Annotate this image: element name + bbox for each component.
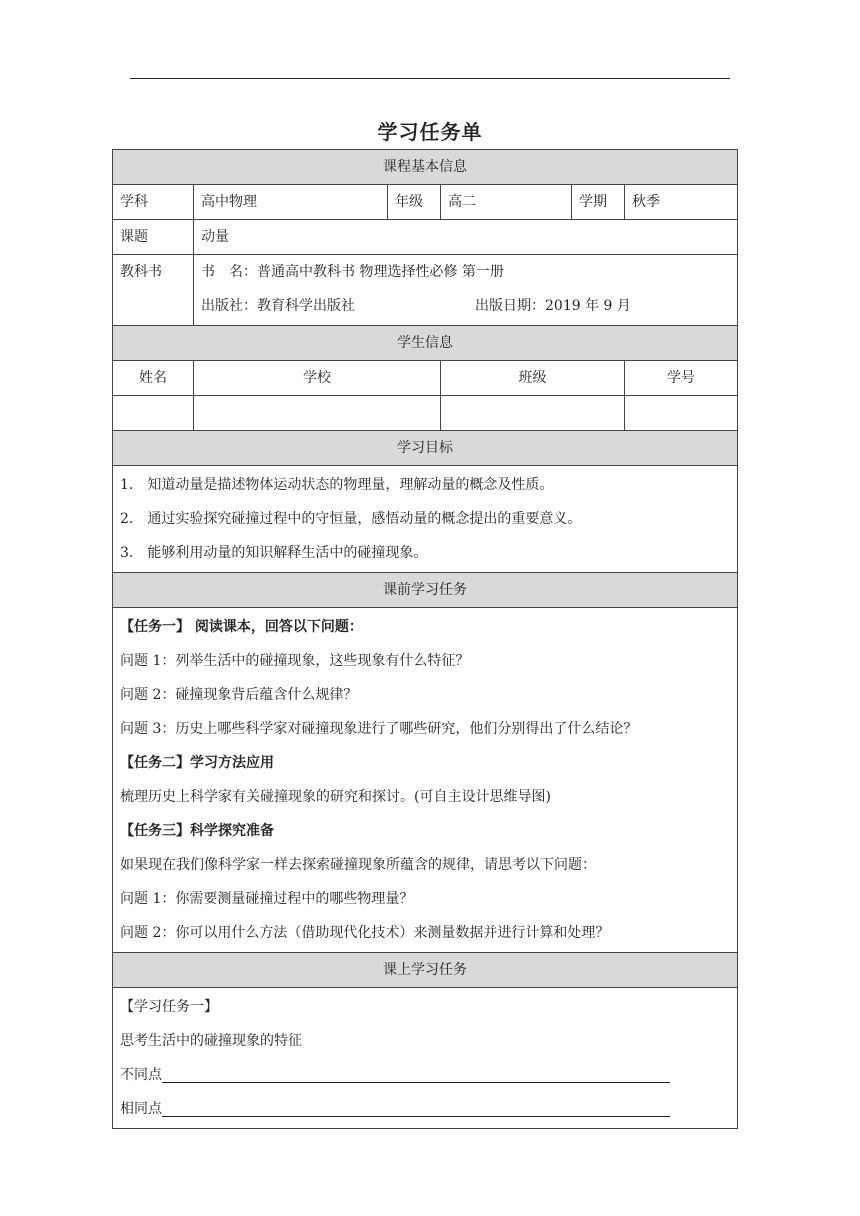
task-sheet-table [112,149,738,1129]
student-info-input-row [113,396,738,431]
name-column-header: 姓名 [113,361,194,396]
term-value: 秋季 [625,185,738,220]
school-input-cell[interactable] [194,396,441,431]
student-info-columns [113,361,738,396]
in-task1-text: 思考生活中的碰撞现象的特征 [120,1033,302,1049]
in-class-tasks [113,988,738,1129]
name-input-cell[interactable] [113,396,194,431]
objectives-header: 学习目标 [113,431,738,466]
objectives-header-row [113,431,738,466]
grade-value: 高二 [441,185,572,220]
difference-answer-line [120,1058,730,1092]
class-input-cell[interactable] [441,396,625,431]
textbook-label: 教科书 [120,264,162,280]
similarity-blank[interactable] [162,1098,670,1117]
subject-row [113,185,738,220]
student-info-header-row [113,326,738,361]
pre-class-header: 课前学习任务 [113,573,738,608]
in-class-header-row [113,953,738,988]
student-info-header: 学生信息 [113,326,738,361]
pre-task1-title: 【任务一】 阅读课本，回答以下问题： [120,619,363,635]
topic-label: 课题 [113,220,194,255]
pre-task3-question1: 问题 1：你需要测量碰撞过程中的哪些物理量？ [120,891,414,907]
topic-row [113,220,738,255]
topic-value: 动量 [194,220,738,255]
similarity-label: 相同点 [120,1101,162,1117]
student-id-column-header: 学号 [625,361,738,396]
pre-task3-question2: 问题 2：你可以用什么方法（借助现代化技术）来测量数据并进行计算和处理？ [120,925,610,941]
pre-task2-text: 梳理历史上科学家有关碰撞现象的研究和探讨。(可自主设计思维导图) [120,789,551,805]
publish-date: 出版日期：2019 年 9 月 [475,298,631,314]
pre-class-row [113,608,738,953]
school-column-header: 学校 [194,361,441,396]
pre-class-header-row [113,573,738,608]
grade-label: 年级 [388,185,441,220]
pre-task1-question2: 问题 2：碰撞现象背后蕴含什么规律？ [120,687,358,703]
book-name: 书 名：普通高中教科书 物理选择性必修 第一册 [201,264,504,280]
pre-task2-title: 【任务二】学习方法应用 [120,755,274,771]
objective-item: 2. 通过实验探究碰撞过程中的守恒量，感悟动量的概念提出的重要意义。 [120,511,582,527]
student-id-input-cell[interactable] [625,396,738,431]
header-rule [130,78,730,79]
pre-task3-title: 【任务三】科学探究准备 [120,823,274,839]
pre-task1-question3: 问题 3：历史上哪些科学家对碰撞现象进行了哪些研究，他们分别得出了什么结论？ [120,721,638,737]
course-info-header-row [113,150,738,185]
pre-task3-intro: 如果现在我们像科学家一样去探索碰撞现象所蕴含的规律，请思考以下问题： [120,857,596,873]
difference-label: 不同点 [120,1067,162,1083]
objective-item: 3. 能够利用动量的知识解释生活中的碰撞现象。 [120,545,428,561]
in-task1-title: 【学习任务一】 [120,999,218,1015]
course-info-header: 课程基本信息 [113,150,738,185]
subject-value: 高中物理 [194,185,388,220]
publisher: 出版社：教育科学出版社 [201,298,355,314]
pre-class-tasks [113,608,738,953]
term-label: 学期 [572,185,625,220]
pre-task1-question1: 问题 1：列举生活中的碰撞现象，这些现象有什么特征？ [120,653,470,669]
publisher-line [201,289,730,323]
difference-blank[interactable] [162,1064,670,1083]
subject-label: 学科 [113,185,194,220]
textbook-row [113,255,738,326]
in-class-row [113,988,738,1129]
in-class-header: 课上学习任务 [113,953,738,988]
objective-item: 1. 知道动量是描述物体运动状态的物理量，理解动量的概念及性质。 [120,477,554,493]
similarity-answer-line [120,1092,730,1126]
document-title: 学习任务单 [377,120,483,144]
objectives-list [113,466,738,573]
class-column-header: 班级 [441,361,625,396]
objectives-row [113,466,738,573]
